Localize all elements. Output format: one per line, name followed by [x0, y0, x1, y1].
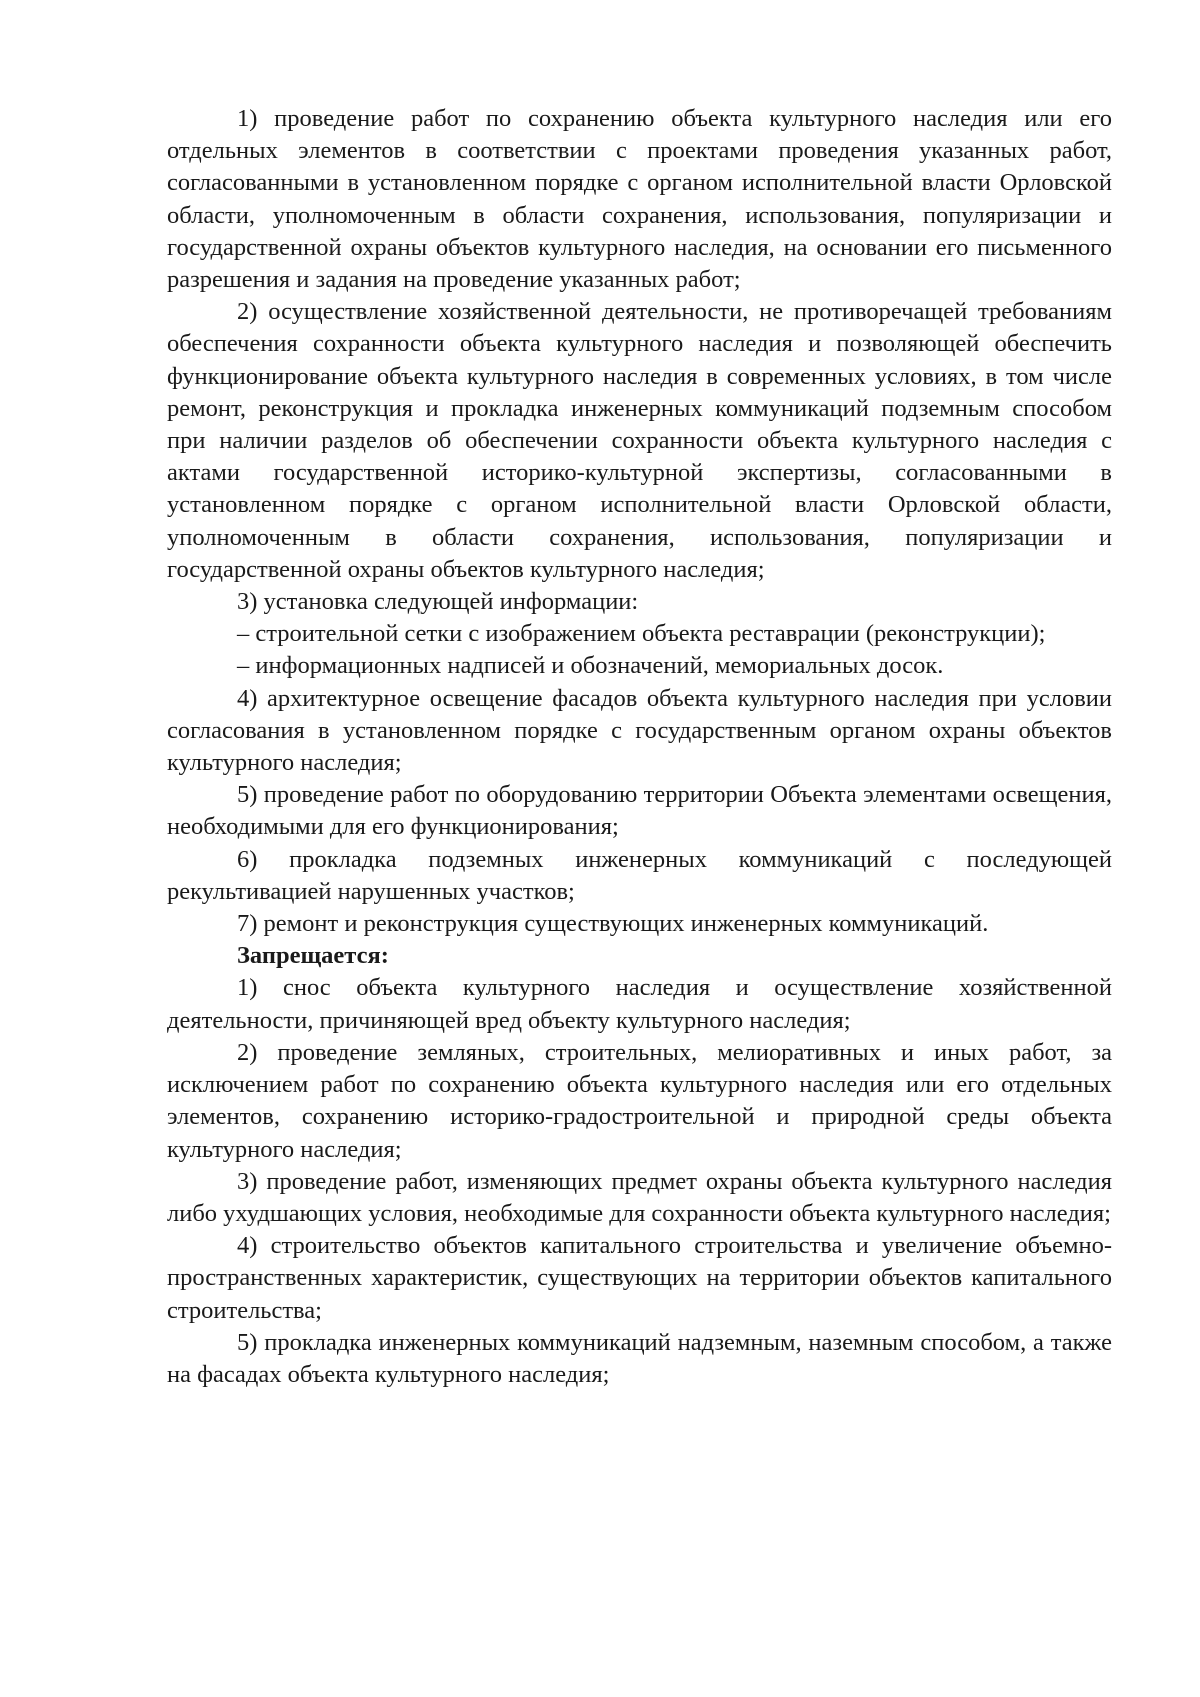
paragraph-allowed-3-item-2: – информационных надписей и обозначений, мемориальных досок. [237, 652, 944, 680]
document-body [167, 103, 1112, 1391]
paragraph-prohibited-5: 5) прокладка инженерных коммуникаций надземным, наземным способом, а также на фасадах объекта культурного наследия; [167, 1328, 1112, 1388]
paragraph-allowed-6: 6) прокладка подземных инженерных коммуникаций с последующей рекультивацией нарушенных участков; [167, 845, 1112, 905]
paragraph-allowed-5: 5) проведение работ по оборудованию территории Объекта элементами освещения, необходимыми для его функционирования; [167, 781, 1112, 841]
paragraph-allowed-2: 2) осуществление хозяйственной деятельности, не противоречащей требованиям обеспечения сохранности объекта культурного наследия и позволяющей обеспечить функционирование объекта культурного наследия в современных условиях, в том числе ремонт, реконструкция и прокладка инженерных коммуникаций подземным способом при наличии разделов об обеспечении сохранности объекта культурного наследия с актами государственной историко-культурной экспертизы, согласованными в установленном порядке с органом исполнительной власти Орловской области, уполномоченным в области сохранения, использования, популяризации и государственной охраны объектов культурного наследия; [167, 298, 1112, 583]
paragraph-prohibited-1: 1) снос объекта культурного наследия и осуществление хозяйственной деятельности, причиняющей вред объекту культурного наследия; [167, 974, 1112, 1034]
paragraph-prohibited-4: 4) строительство объектов капитального строительства и увеличение объемно-пространственных характеристик, существующих на территории объектов капитального строительства; [167, 1232, 1112, 1324]
paragraph-prohibited-2: 2) проведение земляных, строительных, мелиоративных и иных работ, за исключением работ по сохранению объекта культурного наследия или его отдельных элементов, сохранению историко-градостроительной и природной среды объекта культурного наследия; [167, 1038, 1112, 1163]
paragraph-allowed-7: 7) ремонт и реконструкция существующих инженерных коммуникаций. [237, 910, 989, 938]
paragraph-allowed-3: 3) установка следующей информации: [237, 588, 639, 616]
paragraph-allowed-1: 1) проведение работ по сохранению объекта культурного наследия или его отдельных элементов в соответствии с проектами проведения указанных работ, согласованными в установленном порядке с органом исполнительной власти Орловской области, уполномоченным в области сохранения, использования, популяризации и государственной охраны объектов культурного наследия, на основании его письменного разрешения и задания на проведение указанных работ; [167, 105, 1112, 294]
paragraph-prohibited-3: 3) проведение работ, изменяющих предмет охраны объекта культурного наследия либо ухудшающих условия, необходимые для сохранности объекта культурного наследия; [167, 1167, 1112, 1227]
paragraph-allowed-4: 4) архитектурное освещение фасадов объекта культурного наследия при условии согласования в установленном порядке с государственным органом охраны объектов культурного наследия; [167, 684, 1112, 777]
paragraph-allowed-3-item-1: – строительной сетки с изображением объекта реставрации (реконструкции); [237, 620, 1046, 648]
prohibited-heading: Запрещается: [237, 942, 389, 970]
